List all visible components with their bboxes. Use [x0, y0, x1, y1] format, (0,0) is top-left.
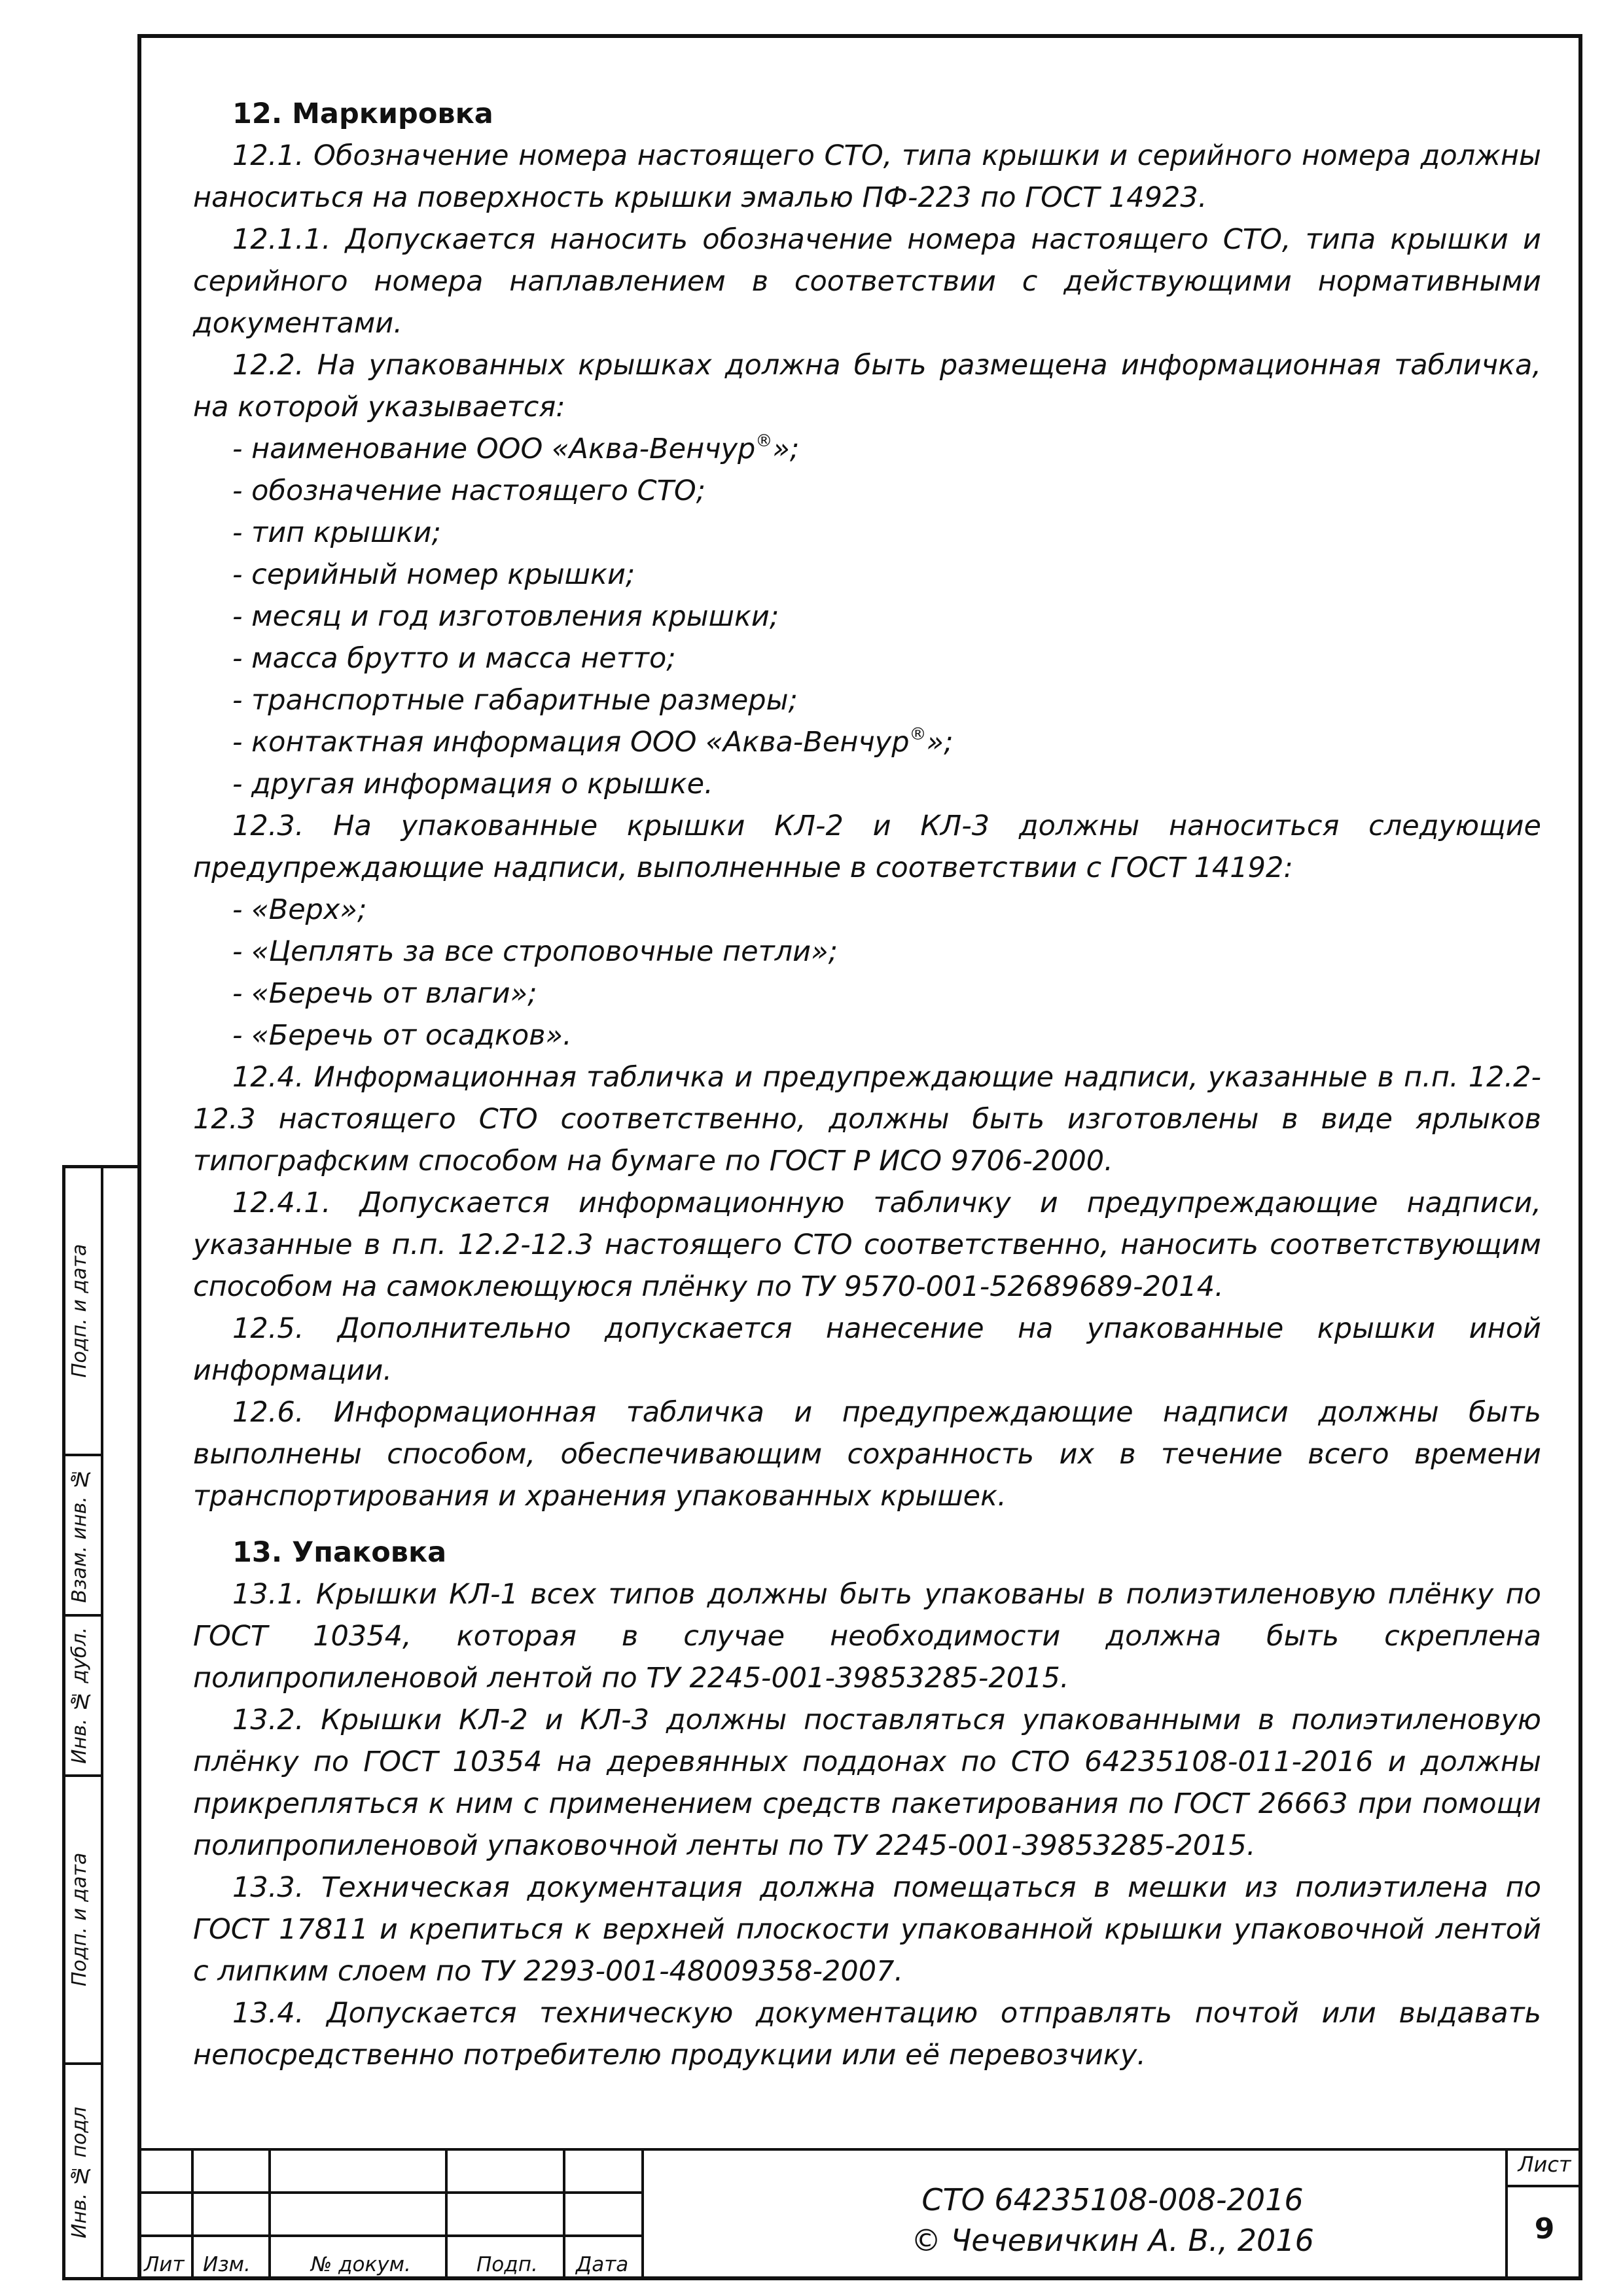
grid-line	[137, 2191, 641, 2194]
grid-line	[268, 2148, 271, 2280]
list-item: - «Цеплять за все строповочные петли»;	[232, 935, 838, 968]
document-code: СТО 64235108-008-2016	[921, 2182, 1304, 2217]
registered-mark: ®	[755, 431, 773, 451]
list-item: - «Верх»;	[232, 893, 367, 926]
grid-line	[563, 2148, 565, 2280]
strip-label: Подп. и дата	[68, 1244, 91, 1378]
list-item: - «Беречь от осадков».	[232, 1019, 572, 1052]
paragraph-13-2: 13.2. Крышки КЛ-2 и КЛ-3 должны поставляться упакованными в полиэтиленовую плёнку по ГОСТ 10354 на деревянных поддонах по СТО 64235108-011-2016 и должны прикрепляться к ним с применением средств пакетирования по ГОСТ 26663 при помощи полипропиленовой упаковочной ленты по ТУ 2245-001-39853285-2015.	[193, 1704, 1541, 1862]
registered-mark: ®	[909, 725, 927, 744]
list-item: - месяц и год изготовления крышки;	[232, 600, 779, 633]
grid-line	[1505, 2148, 1508, 2280]
list-item: - масса брутто и масса нетто;	[232, 642, 676, 675]
strip-label: Инв. № дубл.	[68, 1626, 91, 1765]
strip-cell-sign-date-1	[65, 1168, 103, 1456]
section-gap	[193, 1517, 1541, 1532]
paragraph-12-4-1: 12.4.1. Допускается информационную табличку и предупреждающие надписи, указанные в п.п. 12.2-12.3 настоящего СТО соответственно, наносить соответствующим способом на самоклеющуюся плёнку по ТУ 9570-001-52689689-2014.	[193, 1187, 1541, 1303]
paragraph-13-1: 13.1. Крышки КЛ-1 всех типов должны быть упакованы в полиэтиленовую плёнку по ГОСТ 10354, которая в случае необходимости должна быть скреплена полипропиленовой лентой по ТУ 2245-001-39853285-2015.	[193, 1578, 1541, 1695]
paragraph-12-3: 12.3. На упакованные крышки КЛ-2 и КЛ-3 должны наноситься следующие предупреждающие надписи, выполненные в соответствии с ГОСТ 14192:	[193, 810, 1541, 884]
paragraph-12-5: 12.5. Дополнительно допускается нанесение на упакованные крышки иной информации.	[193, 1312, 1541, 1387]
grid-line	[1505, 2185, 1582, 2187]
column-date: Дата	[576, 2253, 629, 2276]
document-designation	[883, 2179, 1342, 2261]
list-item: - другая информация о крышке.	[232, 768, 713, 800]
column-doc-number: № докум.	[311, 2253, 411, 2276]
copyright-line: © Чечевичкин А. В., 2016	[911, 2223, 1314, 2258]
paragraph-13-3: 13.3. Техническая документация должна помещаться в мешки из полиэтилена по ГОСТ 17811 и крепиться к верхней плоскости упакованной крышки упаковочной лентой с липким слоем по ТУ 2293-001-48009358-2007.	[193, 1871, 1541, 1988]
sheet-number: 9	[1534, 2212, 1555, 2246]
list-item: - наименование ООО «Аква-Венчур®»;	[232, 431, 800, 465]
strip-label: Подп. и дата	[68, 1852, 91, 1987]
list-item: - «Беречь от влаги»;	[232, 977, 537, 1010]
section-12-heading: 12. Маркировка	[232, 98, 493, 130]
list-item: - обозначение настоящего СТО;	[232, 475, 706, 507]
grid-line	[445, 2148, 448, 2280]
list-item: - тип крышки;	[232, 516, 441, 549]
column-lit: Лит	[144, 2253, 185, 2276]
list-item: - контактная информация ООО «Аква-Венчур®»;	[232, 725, 954, 759]
document-body	[193, 93, 1541, 2076]
paragraph-12-1-1: 12.1.1. Допускается наносить обозначение номера настоящего СТО, типа крышки и серийного номера наплавлением в соответствии с действующими нормативными документами.	[193, 223, 1541, 340]
paragraph-12-1: 12.1. Обозначение номера настоящего СТО, типа крышки и серийного номера должны наноситься на поверхность крышки эмалью ПФ-223 по ГОСТ 14923.	[193, 139, 1541, 214]
grid-line	[191, 2148, 194, 2280]
section-13-heading: 13. Упаковка	[232, 1536, 447, 1569]
strip-cell-sign-date-2	[65, 1777, 103, 2065]
sheet-label: Лист	[1518, 2152, 1571, 2177]
column-izm: Изм.	[203, 2253, 251, 2276]
title-block-border	[137, 2148, 1582, 2151]
title-block	[137, 2148, 1582, 2280]
paragraph-12-6: 12.6. Информационная табличка и предупреждающие надписи должны быть выполнены способом, обеспечивающим сохранность их в течение всего времени транспортирования и хранения упакованных крышек.	[193, 1396, 1541, 1513]
grid-line	[641, 2148, 644, 2280]
strip-label: Взам. инв. №	[68, 1467, 91, 1604]
column-sign: Подп.	[476, 2253, 538, 2276]
strip-label: Инв. № подл	[68, 2106, 91, 2239]
binding-strip	[62, 1165, 138, 2280]
strip-cell-inv-orig	[65, 2065, 103, 2280]
list-item: - серийный номер крышки;	[232, 558, 635, 591]
strip-cell-swap-inv	[65, 1456, 103, 1617]
grid-line	[137, 2234, 641, 2237]
strip-cell-inv-dubl	[65, 1617, 103, 1777]
list-item: - транспортные габаритные размеры;	[232, 684, 798, 717]
paragraph-12-2: 12.2. На упакованных крышках должна быть размещена информационная табличка, на которой указывается:	[193, 349, 1541, 423]
paragraph-12-4: 12.4. Информационная табличка и предупреждающие надписи, указанные в п.п. 12.2-12.3 настоящего СТО соответственно, должны быть изготовлены в виде ярлыков типографским способом на бумаге по ГОСТ Р ИСО 9706-2000.	[193, 1061, 1541, 1177]
paragraph-13-4: 13.4. Допускается техническую документацию отправлять почтой или выдавать непосредственно потребителю продукции или её перевозчику.	[193, 1997, 1541, 2072]
